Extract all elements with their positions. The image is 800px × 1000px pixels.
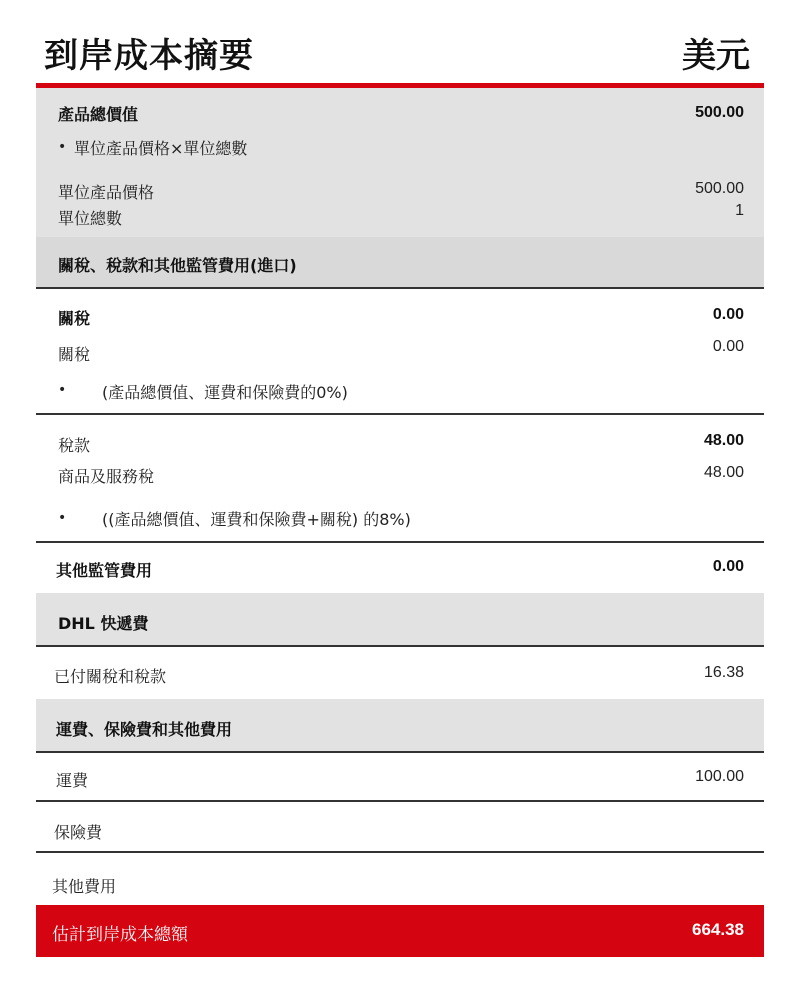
tax-amount: 48.00 bbox=[703, 432, 744, 449]
tax-line-label: 商品及服務稅 bbox=[58, 467, 155, 486]
section-divider bbox=[36, 851, 764, 853]
product-value-amount: 500.00 bbox=[695, 104, 744, 121]
dhl-section-heading: DHL 快遞費 bbox=[58, 614, 149, 633]
duty-heading: 關稅 bbox=[58, 309, 91, 328]
tax-heading: 稅款 bbox=[58, 436, 91, 455]
duty-line-label: 關稅 bbox=[58, 345, 91, 364]
duty-amount: 0.00 bbox=[712, 306, 744, 323]
unit-price-value: 500.00 bbox=[695, 180, 744, 197]
total-value: 664.38 bbox=[692, 920, 744, 939]
section-divider bbox=[36, 413, 764, 415]
duty-note: (產品總價值、運費和保險費的0%) bbox=[102, 383, 348, 402]
duties-section-heading: 關稅、稅款和其他監管費用(進口) bbox=[58, 256, 297, 275]
freight-label: 運費 bbox=[56, 771, 89, 790]
freight-section-heading: 運費、保險費和其他費用 bbox=[56, 720, 233, 739]
tax-note: ((產品總價值、運費和保險費+關稅) 的8%) bbox=[102, 510, 411, 529]
bullet-icon: • bbox=[58, 382, 67, 398]
section-divider bbox=[36, 800, 764, 802]
tax-line-value: 48.00 bbox=[703, 464, 744, 481]
unit-count-value: 1 bbox=[735, 202, 744, 219]
other-fees-label: 其他費用 bbox=[52, 877, 117, 896]
other-regulatory-amount: 0.00 bbox=[712, 558, 744, 575]
product-value-formula: 單位產品價格×單位總數 bbox=[74, 139, 248, 158]
bullet-icon: • bbox=[58, 139, 67, 155]
section-divider bbox=[36, 541, 764, 543]
total-label: 估計到岸成本總額 bbox=[52, 925, 188, 945]
currency-label: 美元 bbox=[682, 36, 750, 76]
duty-line-value: 0.00 bbox=[712, 338, 744, 355]
product-value-section bbox=[36, 88, 764, 237]
section-divider bbox=[36, 287, 764, 289]
section-divider bbox=[36, 645, 764, 647]
freight-value: 100.00 bbox=[695, 768, 744, 785]
other-regulatory-heading: 其他監管費用 bbox=[56, 561, 153, 580]
unit-price-label: 單位產品價格 bbox=[58, 183, 155, 202]
section-divider bbox=[36, 751, 764, 753]
dhl-paid-label: 已付關稅和稅款 bbox=[54, 667, 167, 686]
page-title: 到岸成本摘要 bbox=[44, 36, 254, 76]
unit-count-label: 單位總數 bbox=[58, 209, 123, 228]
dhl-paid-value: 16.38 bbox=[703, 664, 744, 681]
insurance-label: 保險費 bbox=[54, 823, 103, 842]
bullet-icon: • bbox=[58, 510, 67, 526]
product-value-heading: 產品總價值 bbox=[58, 105, 139, 124]
